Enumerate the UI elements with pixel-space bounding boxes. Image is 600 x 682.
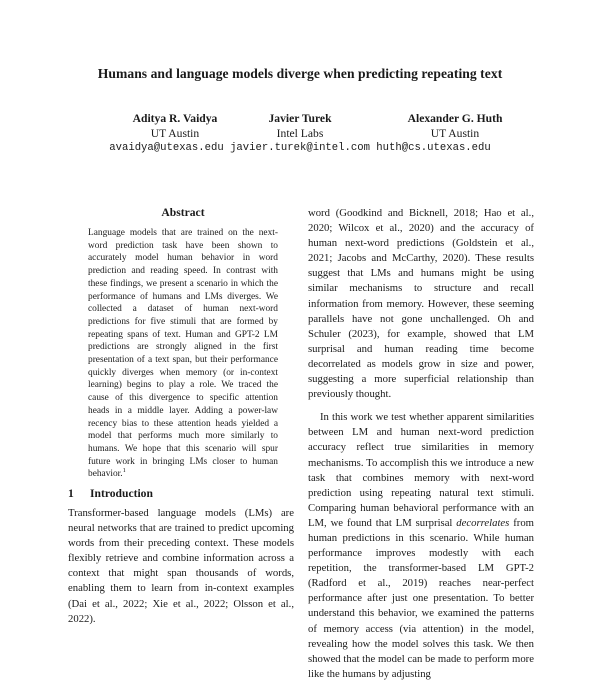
section-heading-introduction [68,487,153,500]
right-paragraph-2: In this work we test whether apparent similarities between LM and human next-word prediction accuracy reflect true similarities in memory mechanisms. To accomplish this we introduce a new task that combines memory with next-word prediction using repeating natural text stimuli. Comparing human behavioral performance with an LM, we found that LM surprisal decorrelates from human predictions in this scenario. While human performance improves modestly with each repetition, the transformer-based LM GPT-2 (Radford et al., 2019) reaches near-perfect performance after just one presentation. To better understand this behavior, we examined the patterns of memory access (via attention) in the model, revealing how the model solves this task. We then showed that the model can be made to perform more like the humans by adjusting [308,411,534,680]
paper-title: Humans and language models diverge when predicting repeating text [97,66,503,81]
author-name: Alexander G. Huth [407,112,503,125]
email-turek: javier.turek@intel.com [230,142,370,154]
abstract-heading: Abstract [161,206,205,219]
author-name: Aditya R. Vaidya [132,112,218,125]
author-affiliation: UT Austin [430,126,480,140]
email-huth: huth@cs.utexas.edu [376,142,491,154]
section-number: 1 [68,487,74,500]
section-title: Introduction [90,487,153,500]
introduction-body [68,506,294,627]
right-paragraph-1: word (Goodkind and Bicknell, 2018; Hao et al., 2020; Wilcox et al., 2020) and the accuracy of human next-word predictions (Goldstein et al., 2021; Jacobs and McCarthy, 2020). These results suggest that LMs and humans might be using similar mechanisms to structure and recall information from memory. However, these seeming parallels have not gone unchallenged. Oh and Schuler (2023), for example, showed that LM surprisal and human reading time become decorrelated as models grow in size and power, suggesting a more superficial relationship than previously thought. [308,207,534,401]
author-huth [330,112,580,141]
author-affiliation: Intel Labs [276,126,324,140]
footnote-marker: 1 [122,467,126,475]
author-name: Javier Turek [268,112,332,125]
email-vaidya: avaidya@utexas.edu [109,142,224,154]
right-column [308,206,534,682]
author-affiliation: UT Austin [150,126,200,140]
author-emails [0,141,600,156]
abstract-text: Language models that are trained on the next-word prediction task have been shown to accurately model human behavior in word prediction and reading speed. In contrast with these findings, we present a scenario in which the performance of humans and LMs diverges. We collected a dataset of human next-word predictions for five stimuli that are formed by repeating spans of text. Human and GPT-2 LM predictions are strongly aligned in the first presentation of a text span, but their performance quickly diverges when memory (or in-context learning) begins to play a role. We traced the cause of this divergence to specific attention heads in a middle layer. Adding a power-law recency bias to these attention heads yielded a model that performs much more similarly to humans. We hope that this scenario will spur future work in bringing LMs closer to human behavior. [88,228,278,480]
abstract-body [88,227,278,481]
introduction-paragraph: Transformer-based language models (LMs) are neural networks that are trained to predict upcoming words from their preceding context. These models flexibly retrieve and combine information across a context that might span thousands of words, enabling them to learn from in-context examples (Dai et al., 2022; Xie et al., 2022; Olsson et al., 2022). [68,507,294,625]
emphasis-decorrelates: decorrelates [456,516,510,529]
